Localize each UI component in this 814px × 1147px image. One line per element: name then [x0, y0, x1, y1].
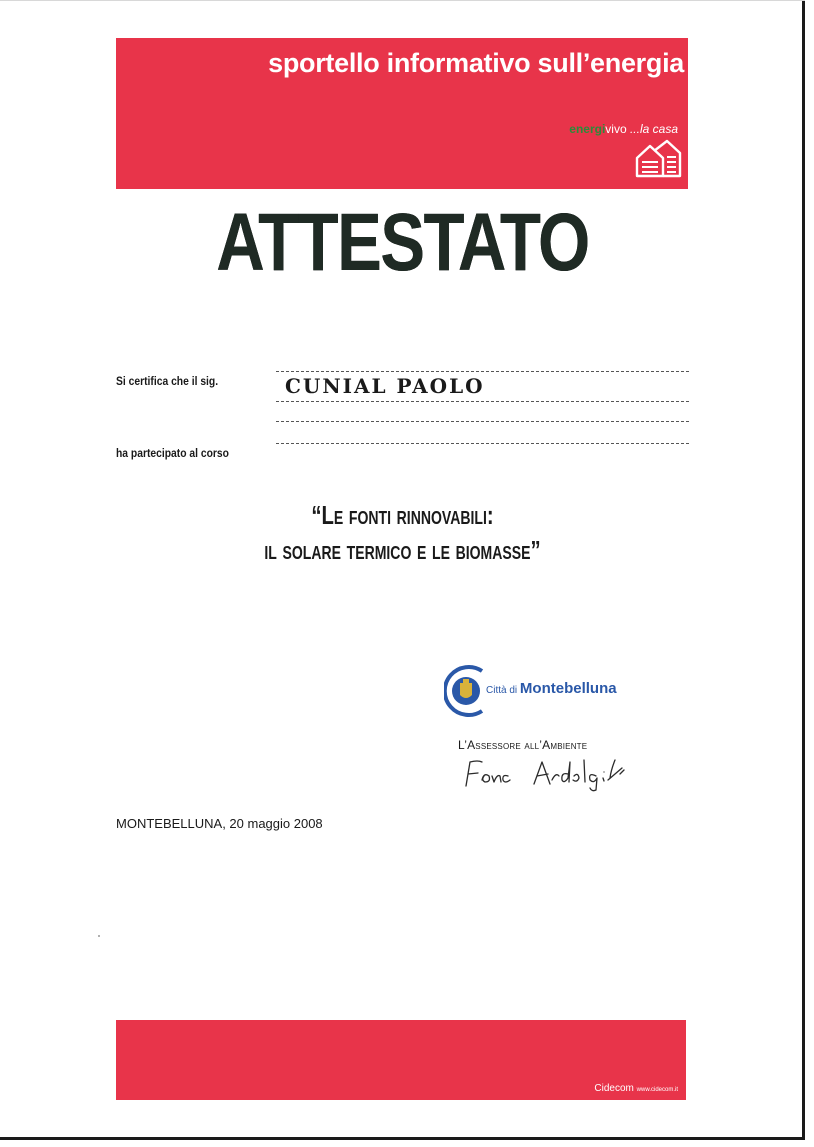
credit-url: www.cidecom.it [636, 1087, 678, 1093]
course-line [276, 443, 689, 444]
city-name-label [486, 680, 617, 697]
course-title-line1: “Le fonti rinnovabili: [311, 500, 494, 530]
header-title: sportello informativo sull’energia [268, 48, 684, 78]
city-logo [444, 663, 634, 723]
document-title: ATTESTATO [216, 197, 589, 288]
city-name: Montebelluna [519, 680, 617, 697]
course-title-line2: il solare termico e le biomasse” [264, 535, 541, 565]
brand-energi: energi [569, 122, 606, 136]
page-top-edge [0, 0, 805, 1]
name-line [276, 401, 689, 402]
brand-tagline: ...la casa [626, 122, 678, 136]
signatory-role: L’Assessore all’Ambiente [458, 738, 588, 752]
house-icon [634, 138, 682, 180]
extra-line [276, 421, 689, 422]
city-prefix: Città di [486, 685, 520, 696]
header-band [116, 38, 688, 189]
course-label: ha partecipato al corso [116, 446, 229, 460]
footer-band [116, 1020, 686, 1100]
place-date: MONTEBELLUNA, 20 maggio 2008 [116, 816, 323, 831]
brand-logo [569, 122, 678, 136]
brand-vivo: vivo [605, 122, 627, 136]
certify-label: Si certifica che il sig. [116, 374, 219, 388]
footer-credit [594, 1083, 678, 1094]
recipient-name: CUNIAL PAOLO [285, 374, 485, 398]
name-line-top [276, 371, 689, 372]
credit-name: Cidecom [594, 1083, 634, 1094]
city-crest-icon [444, 663, 488, 719]
handwritten-signature [460, 750, 638, 792]
paper-speck [98, 935, 100, 937]
